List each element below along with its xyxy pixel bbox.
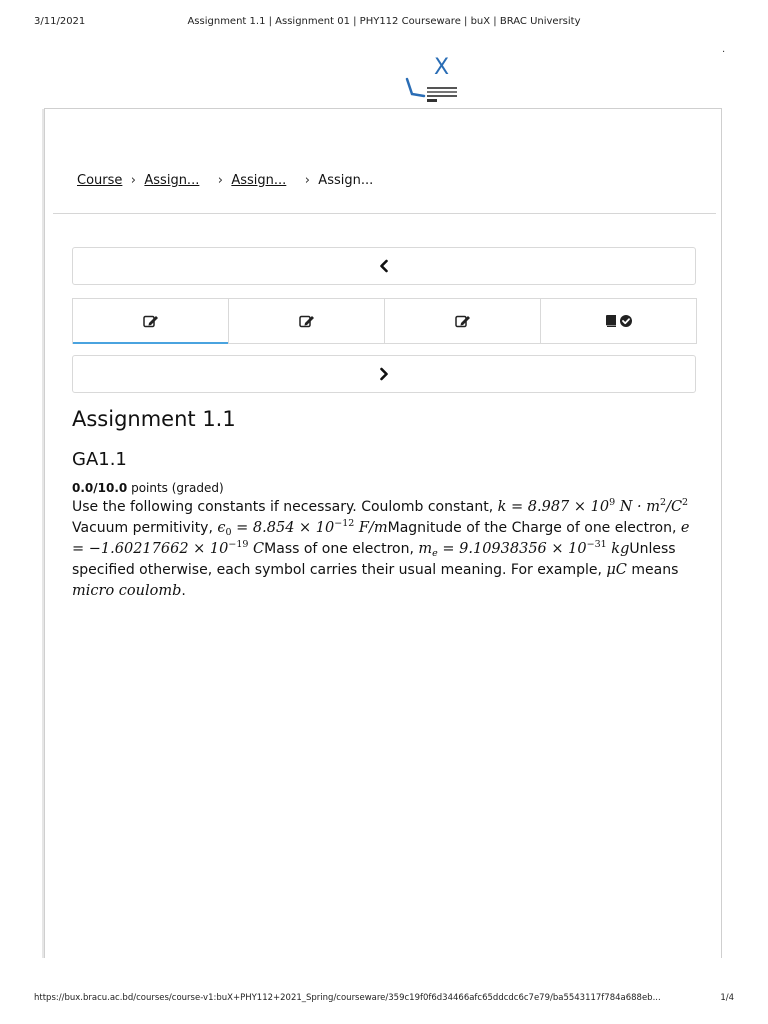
electron-mass-math xyxy=(418,541,629,557)
k-expr: k = 8.987 × 10 xyxy=(497,499,610,515)
chevron-left-icon xyxy=(378,259,390,273)
e-exponent: −19 xyxy=(228,539,249,550)
vacuum-label: Vacuum permitivity, xyxy=(72,520,213,536)
m-subscript: e xyxy=(432,548,438,559)
book-check-icon xyxy=(604,314,634,328)
svg-text:X: X xyxy=(434,55,450,80)
epsilon-units: F/m xyxy=(358,520,388,536)
epsilon-subscript: 0 xyxy=(225,527,232,538)
bux-logo[interactable] xyxy=(398,54,462,104)
e-expr: e = −1.60217662 × 10 xyxy=(72,520,690,557)
k-units-div-exponent: 2 xyxy=(682,497,689,508)
tab-problem-1[interactable] xyxy=(73,299,229,343)
m-symbol: m xyxy=(418,541,433,557)
bux-logo-graphic xyxy=(398,54,462,104)
tab-problem-2[interactable] xyxy=(229,299,385,343)
courseware-card xyxy=(44,108,722,958)
print-title: Assignment 1.1 | Assignment 01 | PHY112 Courseware | buX | BRAC University xyxy=(187,16,581,27)
k-units: N · m xyxy=(619,499,661,515)
epsilon-expr: = 8.854 × 10 xyxy=(236,520,335,536)
k-exponent: 9 xyxy=(609,497,616,508)
divider xyxy=(53,213,716,214)
breadcrumb-current: Assign... xyxy=(318,172,374,188)
permittivity-math xyxy=(217,520,387,536)
breadcrumb xyxy=(77,171,373,189)
m-units: kg xyxy=(611,541,630,557)
print-header xyxy=(0,16,768,32)
tab-reading-complete[interactable] xyxy=(541,299,696,343)
chevron-right-icon: › xyxy=(304,172,310,188)
charge-label: Magnitude of the Charge of one electron, xyxy=(387,520,677,536)
chevron-right-icon: › xyxy=(130,172,136,188)
m-exponent: −31 xyxy=(586,539,607,550)
mass-label: Mass of one electron, xyxy=(264,541,414,557)
points-label: points (graded) xyxy=(131,481,224,495)
breadcrumb-section-link[interactable]: Assign... xyxy=(144,172,200,188)
coulomb-constant-math xyxy=(498,499,688,515)
k-units-exponent: 2 xyxy=(660,497,667,508)
m-expr: = 9.10938356 × 10 xyxy=(442,541,587,557)
k-units-div: /C xyxy=(666,499,683,515)
tab-problem-3[interactable] xyxy=(385,299,541,343)
edit-icon xyxy=(455,314,471,328)
next-unit-button[interactable] xyxy=(72,355,696,393)
problem-points xyxy=(72,481,224,495)
breadcrumb-subsection-link[interactable]: Assign... xyxy=(231,172,287,188)
chevron-right-icon xyxy=(378,367,390,381)
edit-icon xyxy=(299,314,315,328)
period: . xyxy=(181,583,186,599)
e-units: C xyxy=(253,541,265,557)
microcoulomb-words: micro coulomb xyxy=(72,583,182,599)
problem-title: GA1.1 xyxy=(72,449,127,470)
unit-title: Assignment 1.1 xyxy=(72,407,236,431)
problem-text xyxy=(72,497,702,602)
print-footer xyxy=(0,993,768,1007)
unless-text: Unless specified otherwise, each symbol carries their usual meaning. For example, xyxy=(72,541,676,578)
points-score: 0.0/10.0 xyxy=(72,481,128,495)
print-url: https://bux.bracu.ac.bd/courses/course-v1:buX+PHY112+2021_Spring/courseware/359c19f0f6d34466afc65ddcdc6c7e79/ba5543117f784a688eb... xyxy=(34,993,661,1003)
print-date: 3/11/2021 xyxy=(34,16,86,27)
microcoulomb-symbol: μC xyxy=(606,562,627,578)
print-dot: · xyxy=(722,47,726,58)
chevron-right-icon: › xyxy=(217,172,223,188)
constants-intro: Use the following constants if necessary. Coulomb constant, xyxy=(72,499,494,515)
epsilon-exponent: −12 xyxy=(334,518,355,529)
unit-tabs xyxy=(72,298,697,344)
breadcrumb-course-link[interactable]: Course xyxy=(77,172,123,188)
epsilon-symbol: ϵ xyxy=(217,520,226,536)
means-text: means xyxy=(631,562,679,578)
edit-icon xyxy=(143,314,159,328)
previous-unit-button[interactable] xyxy=(72,247,696,285)
print-page-number: 1/4 xyxy=(720,993,734,1003)
